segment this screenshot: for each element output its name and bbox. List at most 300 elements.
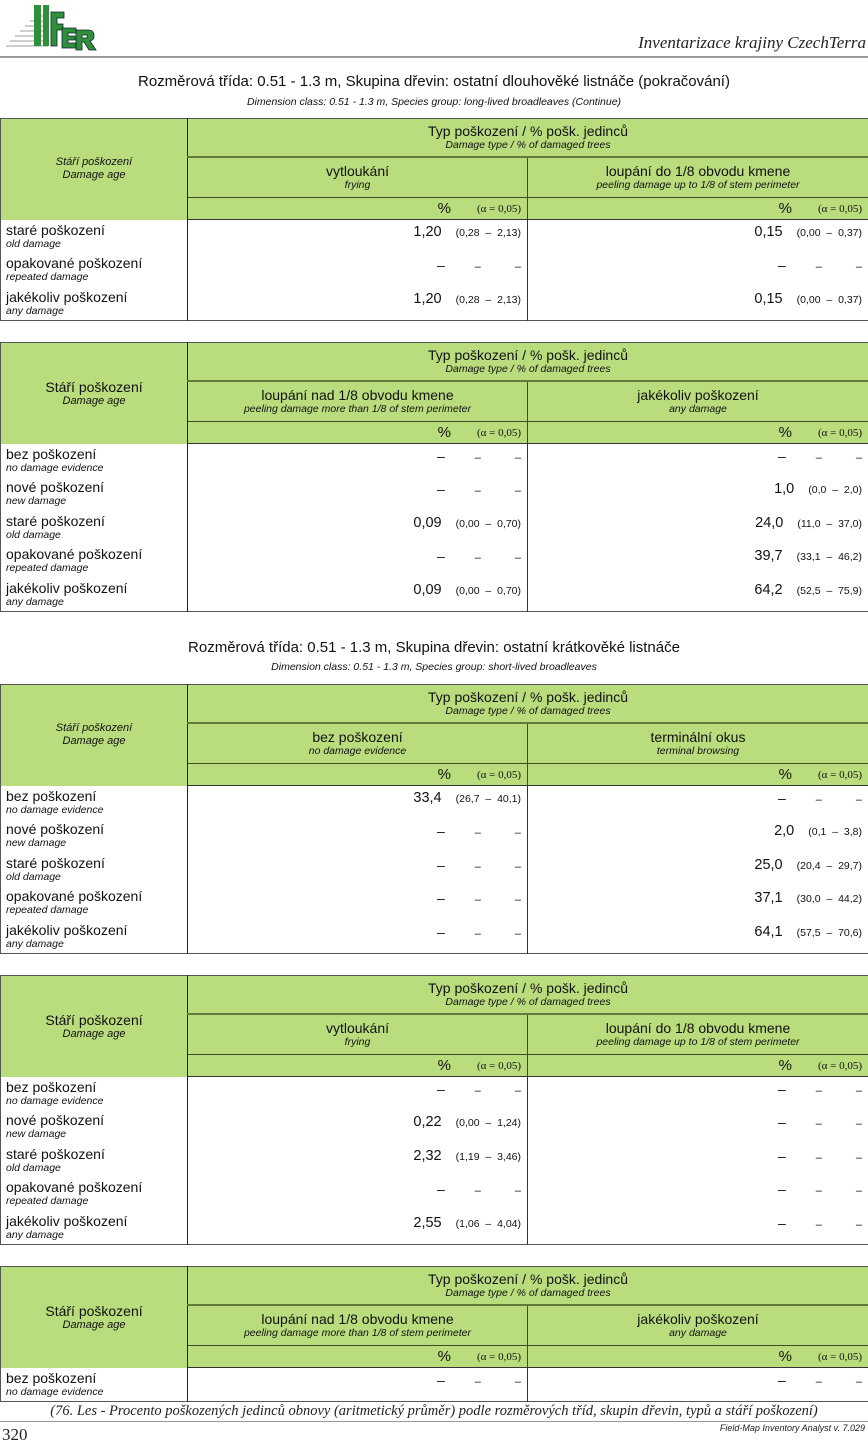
damage-table	[0, 684, 868, 954]
column-header	[528, 157, 868, 198]
page-header	[0, 0, 868, 58]
confidence-interval: (0,28 – 2,13)	[455, 293, 521, 306]
ci-lower: 20,4	[800, 859, 821, 872]
table-row	[1, 253, 868, 287]
row-label-cz: staré poškození	[6, 854, 105, 871]
value-cell	[188, 1368, 528, 1402]
confidence-interval: (0,28 – 2,13)	[455, 227, 521, 239]
column-header-cz: bez poškození	[312, 728, 403, 745]
column-header	[188, 1014, 528, 1055]
row-label	[1, 220, 188, 254]
column-header-cz: vytloukání	[325, 1019, 390, 1036]
empty-ci-dash: –	[815, 1185, 822, 1197]
value-cell	[188, 287, 528, 321]
empty-value-dash: –	[777, 790, 786, 806]
percent-header	[188, 1055, 528, 1077]
table-row	[1, 920, 868, 954]
damage-type-en: Damage type / % of damaged trees	[445, 1286, 611, 1299]
empty-ci-dash: –	[474, 1185, 481, 1197]
value-cell	[528, 511, 868, 545]
empty-value-dash: –	[777, 1372, 786, 1388]
row-label	[1, 1211, 188, 1245]
damage-table	[0, 1266, 868, 1402]
ci-lower: 52,5	[800, 584, 821, 597]
empty-ci-dash: –	[474, 261, 481, 273]
ci-lower: 0,28	[459, 227, 480, 239]
percent-symbol: %	[437, 766, 451, 783]
row-label-en: repeated damage	[6, 904, 89, 916]
column-header-en: terminal browsing	[656, 744, 740, 757]
ci-lower: 0,1	[811, 826, 827, 838]
value-cell	[528, 853, 868, 887]
percent-value: 0,15	[754, 224, 783, 240]
ci-upper: 0,70	[497, 584, 518, 597]
table-row	[1, 1077, 868, 1111]
percent-symbol: %	[778, 200, 792, 217]
empty-ci-dash: –	[474, 485, 481, 497]
empty-ci-dash: –	[474, 552, 481, 564]
table-row	[1, 819, 868, 853]
value-cell	[528, 819, 868, 853]
damage-age-en: Damage age	[62, 394, 126, 407]
table-row	[1, 1110, 868, 1144]
damage-type-en: Damage type / % of damaged trees	[445, 138, 611, 151]
section-title: Rozměrová třída: 0.51 - 1.3 m, Skupina dřevin: ostatní dlouhověké listnáče (pokračování)	[138, 73, 730, 90]
percent-symbol: %	[778, 766, 792, 783]
column-header	[528, 1014, 868, 1055]
value-cell	[188, 1177, 528, 1211]
value-cell	[188, 253, 528, 287]
row-label-en: new damage	[6, 837, 67, 849]
value-cell	[528, 477, 868, 511]
value-cell	[188, 477, 528, 511]
empty-value-dash: –	[436, 481, 445, 497]
percent-value: 25,0	[754, 856, 783, 873]
percent-value: 37,1	[754, 890, 783, 906]
column-header-cz: terminální okus	[650, 728, 746, 745]
ci-upper: 0,37	[838, 227, 859, 239]
confidence-interval: (30,0 – 44,2)	[796, 893, 862, 905]
empty-ci-dash: –	[514, 1085, 521, 1097]
value-cell	[188, 1144, 528, 1178]
alpha-label: (α = 0,05)	[476, 202, 521, 215]
damage-table	[0, 975, 868, 1245]
column-header-en: peeling damage up to 1/8 of stem perimeter	[596, 178, 800, 191]
row-label	[1, 1177, 188, 1211]
footer-divider	[0, 1421, 868, 1422]
empty-ci-dash: –	[815, 1376, 822, 1388]
row-label-cz: opakované poškození	[6, 255, 143, 271]
row-label	[1, 287, 188, 321]
ci-lower: 33,1	[800, 551, 821, 563]
alpha-label: (α = 0,05)	[476, 426, 521, 439]
column-header	[528, 381, 868, 422]
value-cell	[188, 444, 528, 478]
alpha-label: (α = 0,05)	[817, 1350, 862, 1363]
damage-type-cz: Typ poškození / % pošk. jedinců	[428, 688, 628, 705]
empty-value-dash: –	[777, 257, 786, 273]
row-label	[1, 1077, 188, 1111]
empty-ci-dash: –	[514, 894, 521, 906]
column-header-cz: loupání nad 1/8 obvodu kmene	[261, 1310, 454, 1327]
percent-symbol: %	[778, 424, 792, 441]
table-caption: (76. Les - Procento poškozených jedinců obnovy (aritmetický průměr) podle rozměrových tříd, skupin dřevin, typů a stáří poškození)	[50, 1403, 818, 1419]
damage-type-cz: Typ poškození / % pošk. jedinců	[428, 346, 628, 363]
confidence-interval: (1,06 – 4,04)	[455, 1217, 521, 1230]
confidence-interval: (0,1 – 3,8)	[808, 826, 862, 838]
column-header-en: no damage evidence	[308, 744, 407, 757]
value-cell	[528, 1368, 868, 1402]
empty-ci-dash: –	[855, 452, 862, 464]
damage-age-header	[1, 976, 188, 1077]
ci-upper: 75,9	[838, 584, 859, 597]
alpha-label: (α = 0,05)	[817, 768, 862, 781]
ci-lower: 11,0	[800, 517, 821, 530]
ci-lower: 0,00	[800, 293, 821, 306]
confidence-interval: (1,19 – 3,46)	[455, 1150, 521, 1163]
value-cell	[188, 578, 528, 612]
column-header	[188, 381, 528, 422]
row-label	[1, 786, 188, 820]
column-header-en: any damage	[669, 402, 727, 415]
ci-lower: 26,7	[459, 793, 480, 805]
empty-value-dash: –	[777, 1081, 786, 1097]
empty-ci-dash: –	[855, 261, 862, 273]
percent-symbol: %	[778, 1057, 792, 1074]
empty-value-dash: –	[436, 1081, 445, 1097]
value-cell	[528, 287, 868, 321]
column-header-en: frying	[344, 178, 371, 191]
confidence-interval: (26,7 – 40,1)	[455, 793, 521, 805]
empty-ci-dash: –	[514, 1376, 521, 1388]
section-title: Rozměrová třída: 0.51 - 1.3 m, Skupina dřevin: ostatní krátkověké listnáče	[188, 639, 680, 656]
value-cell	[528, 920, 868, 954]
damage-type-en: Damage type / % of damaged trees	[445, 362, 611, 375]
damage-table	[0, 118, 868, 321]
ci-lower: 0,0	[811, 484, 827, 496]
value-cell	[188, 220, 528, 254]
empty-ci-dash: –	[514, 927, 521, 940]
value-cell	[528, 220, 868, 254]
column-header-cz: loupání do 1/8 obvodu kmene	[605, 162, 791, 179]
empty-value-dash: –	[436, 448, 445, 464]
table-row	[1, 544, 868, 578]
empty-ci-dash: –	[815, 452, 822, 464]
row-label-en: old damage	[6, 870, 61, 883]
percent-value: 0,22	[413, 1114, 442, 1130]
row-label-cz: jakékoliv poškození	[6, 921, 128, 938]
ci-lower: 0,00	[459, 517, 480, 530]
confidence-interval: (0,00 – 0,37)	[796, 293, 862, 306]
ci-lower: 0,00	[459, 584, 480, 597]
alpha-label: (α = 0,05)	[817, 202, 862, 215]
row-label-cz: staré poškození	[6, 1145, 105, 1162]
column-header-cz: vytloukání	[325, 162, 390, 179]
empty-value-dash: –	[777, 1214, 786, 1231]
empty-value-dash: –	[436, 1181, 445, 1197]
value-cell	[528, 444, 868, 478]
value-cell	[188, 1110, 528, 1144]
confidence-interval: (52,5 – 75,9)	[796, 584, 862, 597]
row-label-cz: bez poškození	[6, 445, 97, 462]
percent-value: 0,15	[754, 290, 783, 307]
percent-header	[528, 198, 868, 220]
percent-value: 0,09	[413, 581, 442, 598]
empty-ci-dash: –	[855, 1376, 862, 1388]
row-label-en: repeated damage	[6, 1195, 89, 1207]
row-label-cz: staré poškození	[6, 512, 105, 529]
percent-value: 39,7	[754, 548, 783, 564]
percent-header	[188, 198, 528, 220]
percent-symbol: %	[437, 1057, 451, 1074]
damage-age-en: Damage age	[62, 1318, 126, 1331]
value-cell	[528, 886, 868, 920]
table-row	[1, 853, 868, 887]
empty-ci-dash: –	[514, 452, 521, 464]
damage-age-cz: Stáří poškození	[55, 722, 133, 735]
confidence-interval: (11,0 – 37,0)	[797, 517, 862, 530]
empty-ci-dash: –	[514, 1185, 521, 1197]
table-row	[1, 1177, 868, 1211]
row-label	[1, 253, 188, 287]
row-label-en: new damage	[6, 495, 67, 507]
row-label-en: repeated damage	[6, 271, 89, 283]
empty-value-dash: –	[436, 1372, 445, 1388]
confidence-interval: (57,5 – 70,6)	[796, 926, 862, 939]
empty-ci-dash: –	[855, 1185, 862, 1197]
value-cell	[528, 786, 868, 820]
empty-value-dash: –	[436, 548, 445, 564]
empty-value-dash: –	[436, 890, 445, 906]
ci-upper: 40,1	[497, 793, 518, 805]
value-cell	[528, 1211, 868, 1245]
damage-type-header	[188, 976, 868, 1014]
damage-type-en: Damage type / % of damaged trees	[445, 995, 611, 1008]
damage-age-cz: Stáří poškození	[45, 378, 143, 395]
ci-lower: 57,5	[800, 926, 821, 939]
value-cell	[528, 1077, 868, 1111]
percent-value: 2,0	[774, 823, 795, 839]
ci-upper: 4,04	[497, 1217, 518, 1230]
column-header-cz: loupání do 1/8 obvodu kmene	[605, 1019, 791, 1036]
value-cell	[528, 1177, 868, 1211]
empty-ci-dash: –	[514, 860, 521, 873]
confidence-interval: (0,00 – 0,37)	[796, 227, 862, 239]
percent-header	[188, 1346, 528, 1368]
row-label-en: new damage	[6, 1128, 67, 1140]
value-cell	[528, 1144, 868, 1178]
value-cell	[188, 1211, 528, 1245]
row-label	[1, 819, 188, 853]
percent-symbol: %	[778, 1348, 792, 1365]
row-label	[1, 1110, 188, 1144]
empty-value-dash: –	[436, 257, 445, 273]
table-row	[1, 1211, 868, 1245]
row-label-en: any damage	[6, 1228, 64, 1241]
alpha-label: (α = 0,05)	[817, 426, 862, 439]
section-subtitle: Dimension class: 0.51 - 1.3 m, Species group: short-lived broadleaves	[271, 661, 597, 673]
row-label	[1, 1368, 188, 1402]
value-cell	[188, 544, 528, 578]
document-title: Inventarizace krajiny CzechTerra	[638, 33, 866, 52]
empty-ci-dash: –	[514, 827, 521, 839]
column-header-en: peeling damage more than 1/8 of stem perimeter	[243, 1326, 472, 1339]
row-label-en: no damage evidence	[6, 1385, 104, 1398]
row-label-cz: staré poškození	[6, 221, 105, 238]
row-label	[1, 920, 188, 954]
table-row	[1, 886, 868, 920]
percent-value: 1,0	[774, 481, 795, 497]
damage-type-cz: Typ poškození / % pošk. jedinců	[428, 1270, 628, 1287]
row-label-cz: bez poškození	[6, 1078, 97, 1095]
empty-ci-dash: –	[514, 485, 521, 497]
value-cell	[188, 819, 528, 853]
column-header-en: frying	[344, 1035, 371, 1048]
row-label-cz: opakované poškození	[6, 546, 143, 562]
value-cell	[528, 544, 868, 578]
row-label-cz: nové poškození	[6, 1112, 105, 1128]
row-label-en: no damage evidence	[6, 461, 104, 474]
empty-ci-dash: –	[855, 1151, 862, 1164]
software-version: Field-Map Inventory Analyst v. 7.029	[719, 1423, 865, 1433]
value-cell	[188, 1077, 528, 1111]
damage-type-cz: Typ poškození / % pošk. jedinců	[428, 979, 628, 996]
value-cell	[188, 786, 528, 820]
ci-upper: 3,8	[843, 826, 859, 838]
damage-type-header	[188, 1267, 868, 1305]
ifer-logo	[4, 2, 98, 52]
damage-age-header	[1, 343, 188, 444]
table-row	[1, 786, 868, 820]
alpha-label: (α = 0,05)	[476, 1059, 521, 1072]
confidence-interval: (20,4 – 29,7)	[796, 859, 862, 872]
row-label	[1, 578, 188, 612]
percent-header	[528, 764, 868, 786]
table-row	[1, 444, 868, 478]
row-label-en: no damage evidence	[6, 1094, 104, 1107]
row-label-cz: nové poškození	[6, 821, 105, 837]
row-label-en: old damage	[6, 528, 61, 541]
empty-ci-dash: –	[474, 860, 481, 873]
damage-type-header	[188, 119, 868, 157]
damage-table	[0, 342, 868, 612]
column-header	[188, 1305, 528, 1346]
row-label-cz: bez poškození	[6, 787, 97, 804]
percent-value: 0,09	[413, 514, 442, 531]
empty-ci-dash: –	[474, 1376, 481, 1388]
empty-ci-dash: –	[514, 552, 521, 564]
table-row	[1, 477, 868, 511]
row-label-en: any damage	[6, 595, 64, 608]
ci-upper: 2,0	[843, 484, 859, 496]
damage-type-en: Damage type / % of damaged trees	[445, 704, 611, 717]
percent-header	[528, 422, 868, 444]
empty-ci-dash: –	[474, 452, 481, 464]
row-label	[1, 511, 188, 545]
row-label-en: old damage	[6, 1161, 61, 1174]
column-header-en: any damage	[669, 1326, 727, 1339]
row-label-cz: nové poškození	[6, 479, 105, 495]
percent-value: 64,1	[754, 923, 783, 940]
empty-ci-dash: –	[815, 1118, 822, 1130]
column-header-cz: loupání nad 1/8 obvodu kmene	[261, 386, 454, 403]
value-cell	[528, 578, 868, 612]
damage-type-cz: Typ poškození / % pošk. jedinců	[428, 122, 628, 139]
row-label	[1, 853, 188, 887]
damage-age-en: Damage age	[62, 1027, 126, 1040]
row-label-en: old damage	[6, 237, 61, 250]
empty-value-dash: –	[436, 823, 445, 839]
ci-lower: 0,00	[800, 227, 821, 239]
alpha-label: (α = 0,05)	[817, 1059, 862, 1072]
ci-upper: 70,6	[838, 926, 859, 939]
row-label	[1, 444, 188, 478]
column-header-en: peeling damage more than 1/8 of stem perimeter	[243, 402, 472, 415]
confidence-interval: (0,00 – 0,70)	[455, 584, 521, 597]
table-row	[1, 1144, 868, 1178]
value-cell	[188, 886, 528, 920]
ci-upper: 46,2	[838, 551, 859, 563]
row-label	[1, 477, 188, 511]
empty-ci-dash: –	[855, 1218, 862, 1231]
damage-type-header	[188, 343, 868, 381]
empty-ci-dash: –	[855, 1085, 862, 1097]
empty-ci-dash: –	[474, 827, 481, 839]
ci-upper: 29,7	[838, 859, 859, 872]
ci-upper: 2,13	[497, 227, 518, 239]
value-cell	[188, 920, 528, 954]
ci-lower: 0,00	[459, 1117, 480, 1129]
table-row	[1, 578, 868, 612]
ci-upper: 44,2	[838, 893, 859, 905]
row-label-en: any damage	[6, 304, 64, 317]
empty-ci-dash: –	[474, 894, 481, 906]
row-label	[1, 886, 188, 920]
header-divider	[0, 56, 868, 58]
percent-header	[188, 764, 528, 786]
column-header	[528, 723, 868, 764]
column-header	[528, 1305, 868, 1346]
table-row	[1, 511, 868, 545]
percent-value: 33,4	[413, 790, 442, 806]
table-row	[1, 287, 868, 321]
ci-upper: 37,0	[838, 517, 859, 530]
damage-age-cz: Stáří poškození	[55, 156, 133, 169]
row-label-en: no damage evidence	[6, 803, 104, 816]
empty-ci-dash: –	[815, 794, 822, 806]
row-label	[1, 544, 188, 578]
confidence-interval: (33,1 – 46,2)	[796, 551, 862, 563]
confidence-interval: (0,00 – 1,24)	[455, 1117, 521, 1129]
row-label-cz: opakované poškození	[6, 1179, 143, 1195]
ci-upper: 0,37	[838, 293, 859, 306]
section-subtitle: Dimension class: 0.51 - 1.3 m, Species group: long-lived broadleaves (Continue)	[246, 96, 622, 108]
damage-type-header	[188, 685, 868, 723]
row-label-cz: opakované poškození	[6, 888, 143, 904]
table-row	[1, 1368, 868, 1402]
row-label-cz: jakékoliv poškození	[6, 1212, 128, 1229]
column-header-cz: jakékoliv poškození	[637, 1310, 759, 1327]
damage-age-header	[1, 685, 188, 786]
empty-ci-dash: –	[815, 1151, 822, 1164]
percent-symbol: %	[437, 1348, 451, 1365]
percent-symbol: %	[437, 200, 451, 217]
page-number: 320	[2, 1425, 28, 1443]
value-cell	[528, 1110, 868, 1144]
damage-age-en: Damage age	[62, 735, 126, 748]
damage-age-en: Damage age	[62, 169, 126, 182]
column-header	[188, 157, 528, 198]
